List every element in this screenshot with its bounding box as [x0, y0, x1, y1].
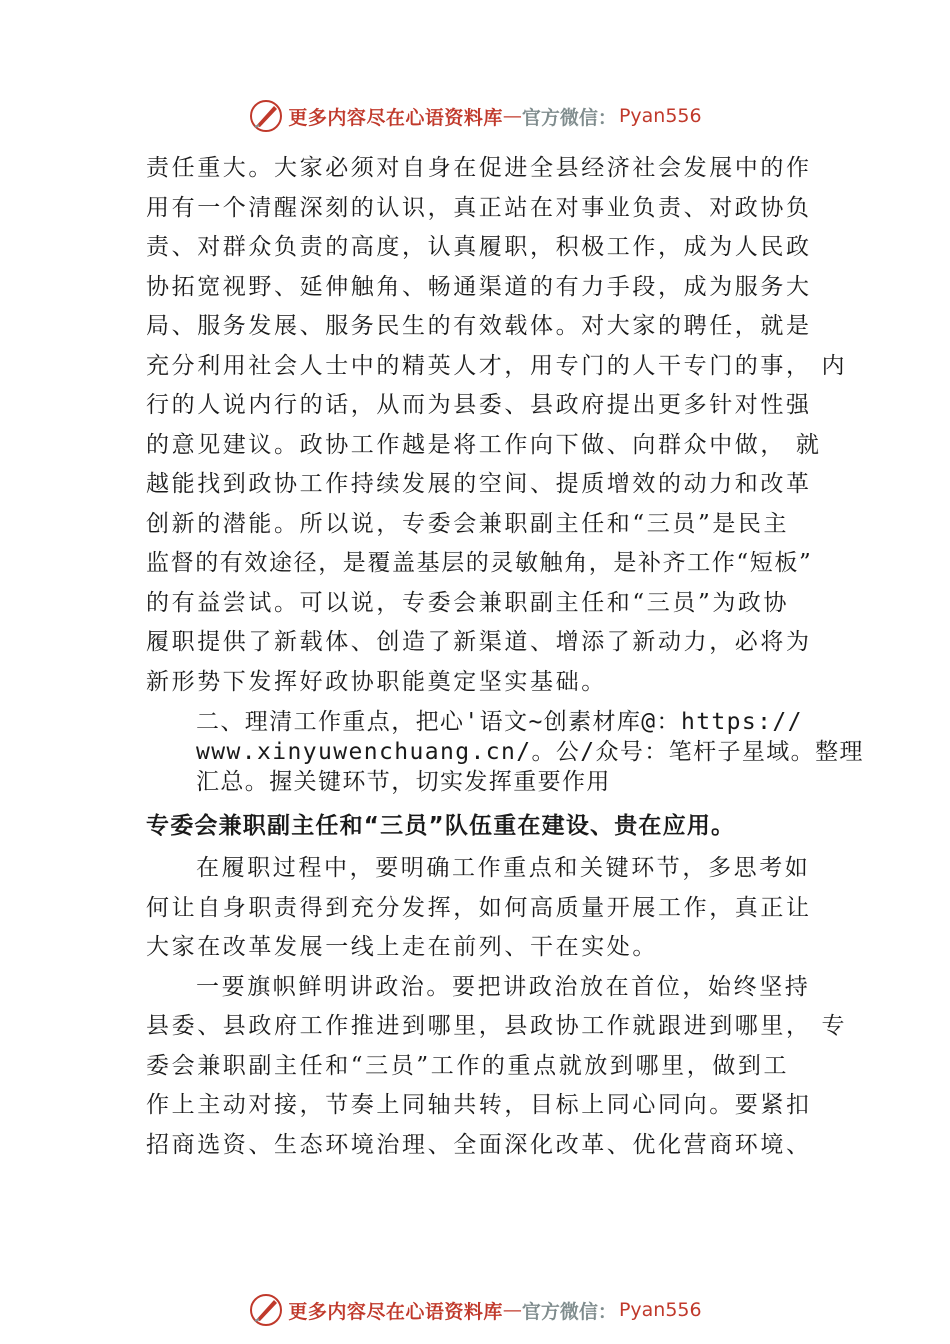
quill-logo-icon [248, 98, 284, 134]
section-heading-line: 汇总。握关键环节，切实发挥重要作用 [196, 769, 611, 795]
body-line: 的有益尝试。可以说，专委会兼职副主任和“三员”为政协 [146, 590, 790, 616]
watermark-separator: — [502, 105, 522, 127]
header-watermark [0, 96, 950, 136]
body-line: 在履职过程中，要明确工作重点和关键环节，多思考如 [196, 855, 811, 881]
body-line: 何让自身职责得到充分发挥，如何高质量开展工作，真正让 [146, 895, 812, 921]
body-line: 履职提供了新载体、创造了新渠道、增添了新动力，必将为 [146, 629, 812, 655]
quill-logo-icon [248, 1292, 284, 1328]
watermark-sub-text: 官方微信： [521, 1300, 617, 1323]
section-heading-line: www.xinyuwenchuang.cn/。公/众号：笔杆子星域。整理 [196, 739, 864, 765]
body-line: 委会兼职副主任和“三员”工作的重点就放到哪里，做到工 [146, 1053, 790, 1079]
body-line: 责、对群众负责的高度，认真履职，积极工作，成为人民政 [146, 234, 812, 260]
body-line: 创新的潜能。所以说，专委会兼职副主任和“三员”是民主 [146, 511, 790, 537]
watermark-main-text: 更多内容尽在心语资料库 [288, 106, 503, 129]
body-line: 县委、县政府工作推进到哪里，县政协工作就跟进到哪里， 专 [146, 1013, 848, 1039]
body-line: 行的人说内行的话，从而为县委、县政府提出更多针对性强 [146, 392, 812, 418]
body-line: 的意见建议。政协工作越是将工作向下做、向群众中做， 就 [146, 432, 822, 458]
watermark-wechat-id: Pyan556 [618, 105, 702, 127]
section-heading-line: 二、理清工作重点，把心'语文~创素材库@：https:// [196, 709, 803, 735]
body-line: 越能找到政协工作持续发展的空间、提质增效的动力和改革 [146, 471, 812, 497]
body-line: 一要旗帜鲜明讲政治。要把讲政治放在首位，始终坚持 [196, 974, 811, 1000]
body-line: 充分利用社会人士中的精英人才，用专门的人干专门的事， 内 [146, 353, 848, 379]
footer-watermark [0, 1290, 950, 1330]
bold-lead-sentence: 专委会兼职副主任和“三员”队伍重在建设、贵在应用。 [146, 813, 736, 839]
watermark-sub-text: 官方微信： [521, 106, 617, 129]
body-line: 局、服务发展、服务民生的有效载体。对大家的聘任，就是 [146, 313, 812, 339]
watermark-wechat-id: Pyan556 [618, 1299, 702, 1321]
body-line: 招商选资、生态环境治理、全面深化改革、优化营商环境、 [146, 1132, 812, 1158]
body-line: 责任重大。大家必须对自身在促进全县经济社会发展中的作 [146, 155, 812, 181]
body-line: 协拓宽视野、延伸触角、畅通渠道的有力手段，成为服务大 [146, 274, 812, 300]
body-line: 大家在改革发展一线上走在前列、干在实处。 [146, 934, 658, 960]
body-line: 用有一个清醒深刻的认识，真正站在对事业负责、对政协负 [146, 195, 812, 221]
body-line: 监督的有效途径，是覆盖基层的灵敏触角，是补齐工作“短板” [146, 550, 813, 576]
watermark-separator: — [502, 1299, 522, 1321]
body-line: 新形势下发挥好政协职能奠定坚实基础。 [146, 669, 607, 695]
body-line: 作上主动对接，节奏上同轴共转，目标上同心同向。要紧扣 [146, 1092, 812, 1118]
watermark-main-text: 更多内容尽在心语资料库 [288, 1300, 503, 1323]
